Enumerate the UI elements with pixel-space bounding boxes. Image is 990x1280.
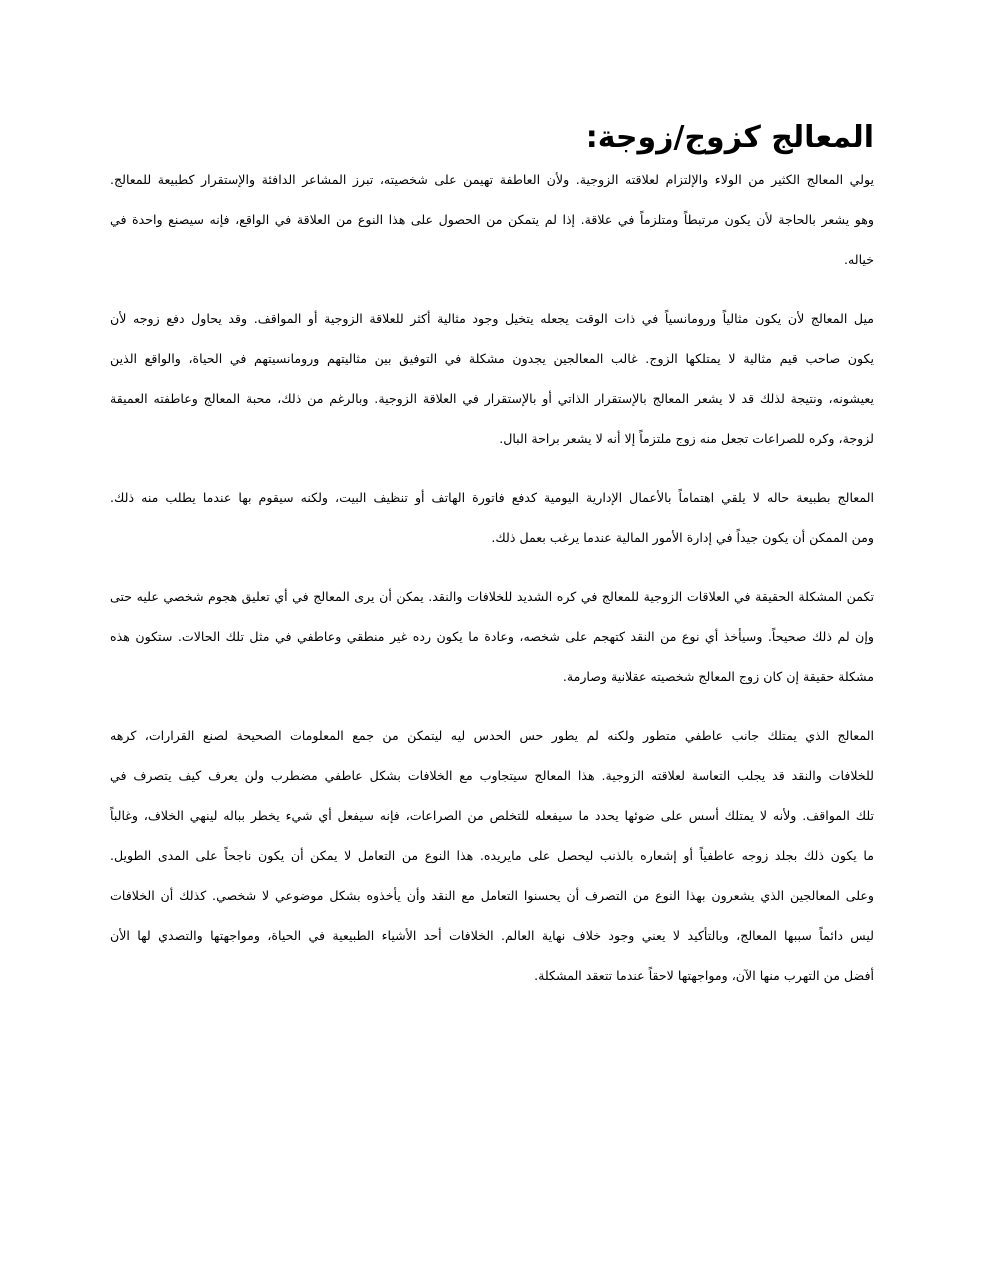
text-line: خياله. bbox=[843, 252, 874, 267]
text-line: ليس دائماً سببها المعالج، وبالتأكيد لا يعني وجود خلاف نهاية العالم. الخلافات أحد الأشياء الطبيعية في الحياة، ومواجهتها والتصدي لها الأن bbox=[110, 928, 874, 943]
text-line: وإن لم ذلك صحيحاً. وسيأخذ أي نوع من النقد كتهجم على شخصه، وعادة ما يكون رده غير منطقي وعاطفي في مثل تلك الحالات. ستكون هذه bbox=[110, 629, 874, 644]
text-line: يولي المعالج الكثير من الولاء والإلتزام لعلاقته الزوجية. ولأن العاطفة تهيمن على شخصيته، تبرز المشاعر الدافئة والإستقرار كطبيعة للمعالج. bbox=[110, 172, 874, 187]
text-line: أفضل من التهرب منها الآن، ومواجهتها لاحقاً عندما تتعقد المشكلة. bbox=[534, 968, 874, 983]
paragraph bbox=[110, 589, 874, 685]
paragraph bbox=[110, 311, 874, 447]
paragraph bbox=[110, 172, 874, 268]
text-line: للخلافات والنقد قد يجلب التعاسة لعلاقته الزوجية. هذا المعالج سيتجاوب مع الخلافات بشكل عاطفي مضطرب ولن يعرف كيف يتصرف في bbox=[110, 768, 874, 783]
paragraph bbox=[110, 490, 874, 546]
document-body bbox=[110, 172, 874, 1027]
text-line: مشكلة حقيقة إن كان زوج المعالج شخصيته عقلانية وصارمة. bbox=[562, 669, 874, 684]
text-line: تكمن المشكلة الحقيقة في العلاقات الزوجية للمعالج في كره الشديد للخلافات والنقد. يمكن أن يرى المعالج في أي تعليق هجوم شخصي عليه حتى bbox=[110, 589, 874, 604]
text-line: يكون صاحب قيم مثالية لا يمتلكها الزوج. غالب المعالجين يجدون مشكلة في التوفيق بين مثاليتهم ورومانسيتهم في الحياة، والواقع الذين bbox=[110, 351, 874, 366]
text-line: ومن الممكن أن يكون جيداً في إدارة الأمور المالية عندما يرغب بعمل ذلك. bbox=[491, 530, 874, 545]
text-line: لزوجة، وكره للصراعات تجعل منه زوج ملتزماً إلا أنه لا يشعر براحة البال. bbox=[499, 431, 874, 446]
paragraph bbox=[110, 728, 874, 984]
text-line: وعلى المعالجين الذي يشعرون بهذا النوع من التصرف أن يحسنوا التعامل مع النقد وأن يأخذوه بشكل موضوعي لا شخصي. كذلك أن الخلافات bbox=[110, 888, 874, 903]
text-line: ميل المعالج لأن يكون مثالياً ورومانسياً في ذات الوقت يجعله يتخيل وجود مثالية أكثر للعلاقة الزوجية أو المواقف. وقد يحاول دفع زوجه لأن bbox=[110, 311, 874, 326]
page-title: المعالج كزوج/زوجة: bbox=[585, 120, 874, 155]
text-line: تلك المواقف. ولأنه لا يمتلك أسس على ضوئها يحدد ما سيفعله للتخلص من الصراعات، فإنه سيفعل أي شيء يخطر بباله لينهي الخلاف، وغالباً bbox=[110, 808, 874, 823]
text-line: يعيشونه، ونتيجة لذلك قد لا يشعر المعالج بالإستقرار الذاتي أو بالإستقرار في العلاقة الزوجية. وبالرغم من ذلك، محبة المعالج وعاطفته العميقة bbox=[110, 391, 874, 406]
text-line: المعالج الذي يمتلك جانب عاطفي متطور ولكنه لم يطور حس الحدس ليه ليتمكن من جمع المعلومات الصحيحة لصنع القرارات، كرهه bbox=[110, 728, 874, 743]
text-line: ما يكون ذلك بجلد زوجه عاطفياً أو إشعاره بالذنب ليحصل على مايريده. هذا النوع من التعامل لا يمكن أن يكون ناجحاً على المدى الطويل. bbox=[110, 848, 874, 863]
text-line: وهو يشعر بالحاجة لأن يكون مرتبطاً ومتلزماً في علاقة. إذا لم يتمكن من الحصول على هذا النوع من العلاقة في الواقع، فإنه سيصنع واحدة في bbox=[110, 212, 874, 227]
text-line: المعالج بطبيعة حاله لا يلقي اهتماماً بالأعمال الإدارية اليومية كدفع فاتورة الهاتف أو تنظيف البيت، ولكنه سيقوم بها عندما يطلب منه ذلك. bbox=[110, 490, 874, 505]
